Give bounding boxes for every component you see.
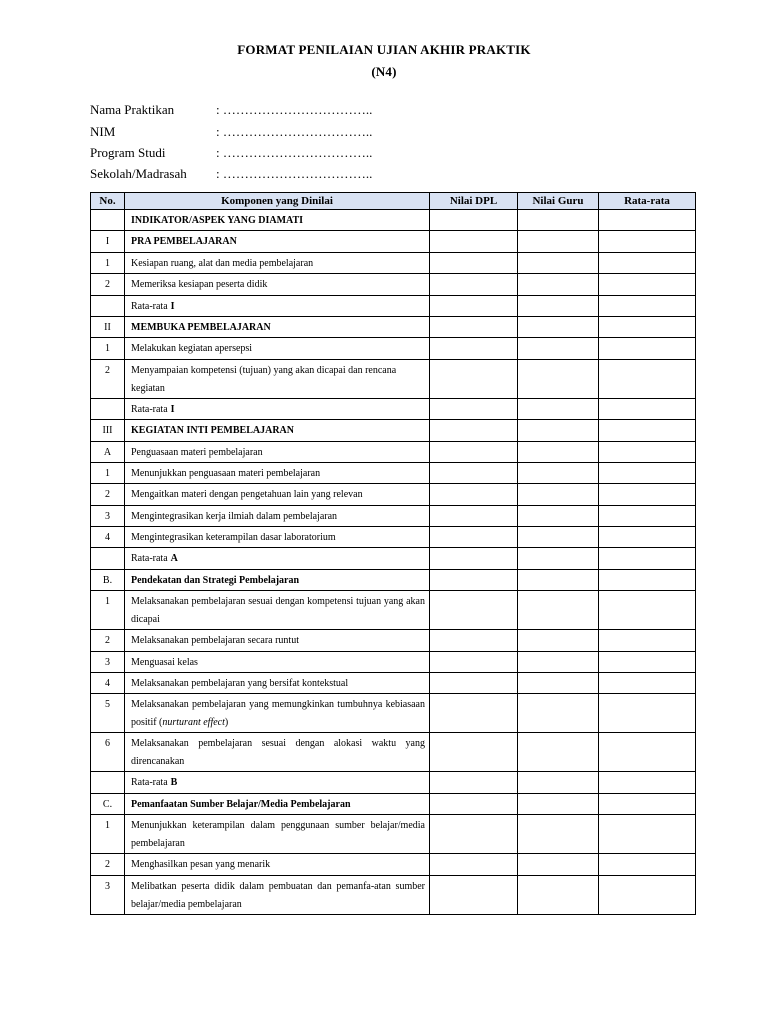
table-row [91, 359, 696, 398]
average-tag: I [170, 403, 175, 415]
component-text: Rata-rata [131, 403, 168, 415]
row-component: Memeriksa kesiapan peserta didik [125, 274, 430, 295]
score-dpl-cell[interactable] [430, 815, 518, 854]
row-number: 5 [91, 694, 125, 733]
score-average-cell[interactable] [599, 441, 696, 462]
score-guru-cell[interactable] [518, 548, 599, 569]
row-component: PRA PEMBELAJARAN [125, 231, 430, 252]
row-number: 4 [91, 527, 125, 548]
row-component: Melaksanakan pembelajaran yang bersifat kontekstual [125, 673, 430, 694]
row-component: Menunjukkan keterampilan dalam penggunaan sumber belajar/media pembelajaran [125, 815, 430, 854]
score-dpl-cell[interactable] [430, 875, 518, 914]
row-component: Menguasai kelas [125, 651, 430, 672]
header-nilai-dpl: Nilai DPL [430, 193, 518, 210]
row-component: Pendekatan dan Strategi Pembelajaran [125, 569, 430, 590]
score-guru-cell[interactable] [518, 505, 599, 526]
row-component: MEMBUKA PEMBELAJARAN [125, 316, 430, 337]
table-row-average [91, 295, 696, 316]
component-text: Rata-rata [131, 553, 168, 565]
row-component [125, 694, 430, 733]
field-value: : …………………………….. [216, 124, 373, 139]
row-number: 3 [91, 505, 125, 526]
row-number: 1 [91, 462, 125, 483]
table-row [91, 854, 696, 875]
score-guru-cell[interactable] [518, 210, 599, 231]
score-guru-cell[interactable] [518, 338, 599, 359]
score-average-cell[interactable] [599, 733, 696, 772]
form-code: (N4) [371, 64, 397, 79]
table-row [91, 651, 696, 672]
score-guru-cell[interactable] [518, 733, 599, 772]
table-row-section [91, 569, 696, 590]
score-dpl-cell[interactable] [430, 252, 518, 273]
field-label: NIM [90, 124, 116, 139]
score-average-cell[interactable] [599, 694, 696, 733]
row-component: Menunjukkan penguasaan materi pembelajaran [125, 462, 430, 483]
row-number: 2 [91, 630, 125, 651]
score-average-cell[interactable] [599, 875, 696, 914]
row-component [125, 772, 430, 793]
score-guru-cell[interactable] [518, 569, 599, 590]
table-row [91, 815, 696, 854]
row-component: Melakukan kegiatan apersepsi [125, 338, 430, 359]
row-number: 4 [91, 673, 125, 694]
row-component: Kesiapan ruang, alat dan media pembelajaran [125, 252, 430, 273]
score-average-cell[interactable] [599, 484, 696, 505]
score-dpl-cell[interactable] [430, 210, 518, 231]
table-row-section [91, 793, 696, 814]
average-tag: B [170, 777, 178, 789]
table-row [91, 630, 696, 651]
score-dpl-cell[interactable] [430, 462, 518, 483]
row-number [91, 398, 125, 419]
score-average-cell[interactable] [599, 815, 696, 854]
score-average-cell[interactable] [599, 252, 696, 273]
average-tag: I [170, 300, 175, 312]
score-average-cell[interactable] [599, 338, 696, 359]
score-guru-cell[interactable] [518, 441, 599, 462]
row-component: Mengintegrasikan keterampilan dasar laboratorium [125, 527, 430, 548]
score-average-cell[interactable] [599, 772, 696, 793]
component-italic-term: nurturant effect [162, 717, 225, 729]
row-number: 2 [91, 274, 125, 295]
score-average-cell[interactable] [599, 548, 696, 569]
row-number: 1 [91, 338, 125, 359]
score-average-cell[interactable] [599, 359, 696, 398]
score-guru-cell[interactable] [518, 398, 599, 419]
score-guru-cell[interactable] [518, 420, 599, 441]
row-number: I [91, 231, 125, 252]
row-component [125, 295, 430, 316]
score-guru-cell[interactable] [518, 527, 599, 548]
row-number: III [91, 420, 125, 441]
average-tag: A [170, 553, 178, 565]
score-dpl-cell[interactable] [430, 548, 518, 569]
score-dpl-cell[interactable] [430, 359, 518, 398]
score-average-cell[interactable] [599, 505, 696, 526]
table-row [91, 527, 696, 548]
table-row [91, 441, 696, 462]
row-number: II [91, 316, 125, 337]
field-label: Program Studi [90, 145, 166, 160]
score-average-cell[interactable] [599, 316, 696, 337]
score-dpl-cell[interactable] [430, 231, 518, 252]
score-guru-cell[interactable] [518, 252, 599, 273]
row-number: 2 [91, 484, 125, 505]
table-body [91, 210, 696, 915]
row-number [91, 295, 125, 316]
row-number: 6 [91, 733, 125, 772]
score-average-cell[interactable] [599, 274, 696, 295]
score-dpl-cell[interactable] [430, 505, 518, 526]
score-average-cell[interactable] [599, 569, 696, 590]
header-no: No. [91, 193, 125, 210]
score-average-cell[interactable] [599, 462, 696, 483]
row-number: C. [91, 793, 125, 814]
score-guru-cell[interactable] [518, 359, 599, 398]
table-row-section [91, 231, 696, 252]
score-dpl-cell[interactable] [430, 484, 518, 505]
row-component [125, 548, 430, 569]
score-guru-cell[interactable] [518, 295, 599, 316]
table-header-row [91, 193, 696, 210]
score-guru-cell[interactable] [518, 793, 599, 814]
row-number: 2 [91, 359, 125, 398]
row-component: Penguasaan materi pembelajaran [125, 441, 430, 462]
header-rata-rata: Rata-rata [599, 193, 696, 210]
row-number: 3 [91, 875, 125, 914]
score-guru-cell[interactable] [518, 694, 599, 733]
score-dpl-cell[interactable] [430, 274, 518, 295]
row-component: Pemanfaatan Sumber Belajar/Media Pembelajaran [125, 793, 430, 814]
table-row-average [91, 548, 696, 569]
form-title: FORMAT PENILAIAN UJIAN AKHIR PRAKTIK [237, 42, 531, 57]
field-value: : …………………………….. [216, 102, 373, 117]
score-guru-cell[interactable] [518, 815, 599, 854]
field-label: Sekolah/Madrasah [90, 166, 187, 181]
component-text: Rata-rata [131, 300, 168, 312]
score-dpl-cell[interactable] [430, 295, 518, 316]
score-dpl-cell[interactable] [430, 527, 518, 548]
score-dpl-cell[interactable] [430, 398, 518, 419]
row-component [125, 398, 430, 419]
row-number: 1 [91, 815, 125, 854]
component-text: Melaksanakan pembelajaran yang memungkinkan tumbuhnya kebiasaan positif ( [131, 699, 425, 729]
table-row-average [91, 398, 696, 419]
table-row [91, 338, 696, 359]
score-dpl-cell[interactable] [430, 651, 518, 672]
row-component: Melaksanakan pembelajaran secara runtut [125, 630, 430, 651]
score-guru-cell[interactable] [518, 651, 599, 672]
component-text: Rata-rata [131, 777, 168, 789]
score-average-cell[interactable] [599, 295, 696, 316]
table-row [91, 694, 696, 733]
table-row-average [91, 772, 696, 793]
row-component: Mengintegrasikan kerja ilmiah dalam pembelajaran [125, 505, 430, 526]
score-dpl-cell[interactable] [430, 316, 518, 337]
row-component: Menghasilkan pesan yang menarik [125, 854, 430, 875]
component-text-tail: ) [224, 717, 229, 729]
row-component: KEGIATAN INTI PEMBELAJARAN [125, 420, 430, 441]
score-average-cell[interactable] [599, 398, 696, 419]
score-guru-cell[interactable] [518, 673, 599, 694]
score-dpl-cell[interactable] [430, 630, 518, 651]
table-row [91, 505, 696, 526]
row-number: 1 [91, 591, 125, 630]
score-guru-cell[interactable] [518, 875, 599, 914]
score-dpl-cell[interactable] [430, 772, 518, 793]
table-row-section [91, 316, 696, 337]
score-dpl-cell[interactable] [430, 338, 518, 359]
table-row [91, 484, 696, 505]
row-number [91, 548, 125, 569]
row-component: Mengaitkan materi dengan pengetahuan lain yang relevan [125, 484, 430, 505]
table-row [91, 733, 696, 772]
score-average-cell[interactable] [599, 527, 696, 548]
score-average-cell[interactable] [599, 651, 696, 672]
score-dpl-cell[interactable] [430, 420, 518, 441]
row-component: Menyampaian kompetensi (tujuan) yang akan dicapai dan rencana kegiatan [125, 359, 430, 398]
table-row [91, 875, 696, 914]
header-komponen: Komponen yang Dinilai [125, 193, 430, 210]
score-dpl-cell[interactable] [430, 591, 518, 630]
score-dpl-cell[interactable] [430, 733, 518, 772]
score-guru-cell[interactable] [518, 274, 599, 295]
score-guru-cell[interactable] [518, 231, 599, 252]
row-number: 3 [91, 651, 125, 672]
row-component: Melibatkan peserta didik dalam pembuatan dan pemanfa-atan sumber belajar/media pembelajaran [125, 875, 430, 914]
table-row [91, 274, 696, 295]
assessment-table [90, 192, 696, 915]
field-value: : …………………………….. [216, 145, 373, 160]
row-component: INDIKATOR/ASPEK YANG DIAMATI [125, 210, 430, 231]
score-dpl-cell[interactable] [430, 694, 518, 733]
score-dpl-cell[interactable] [430, 673, 518, 694]
header-nilai-guru: Nilai Guru [518, 193, 599, 210]
field-label: Nama Praktikan [90, 102, 175, 117]
table-row-section [91, 420, 696, 441]
row-component: Melaksanakan pembelajaran sesuai dengan kompetensi tujuan yang akan dicapai [125, 591, 430, 630]
row-number: A [91, 441, 125, 462]
score-guru-cell[interactable] [518, 462, 599, 483]
score-average-cell[interactable] [599, 793, 696, 814]
score-dpl-cell[interactable] [430, 854, 518, 875]
row-number [91, 210, 125, 231]
row-component: Melaksanakan pembelajaran sesuai dengan alokasi waktu yang direncanakan [125, 733, 430, 772]
table-row-section [91, 210, 696, 231]
field-value: : …………………………….. [216, 166, 373, 181]
row-number [91, 772, 125, 793]
score-dpl-cell[interactable] [430, 793, 518, 814]
score-average-cell[interactable] [599, 210, 696, 231]
score-guru-cell[interactable] [518, 591, 599, 630]
row-number: 1 [91, 252, 125, 273]
score-average-cell[interactable] [599, 231, 696, 252]
score-average-cell[interactable] [599, 673, 696, 694]
table-row [91, 462, 696, 483]
score-guru-cell[interactable] [518, 854, 599, 875]
score-average-cell[interactable] [599, 591, 696, 630]
score-dpl-cell[interactable] [430, 441, 518, 462]
row-number: B. [91, 569, 125, 590]
score-average-cell[interactable] [599, 854, 696, 875]
score-average-cell[interactable] [599, 630, 696, 651]
row-number: 2 [91, 854, 125, 875]
score-guru-cell[interactable] [518, 772, 599, 793]
score-dpl-cell[interactable] [430, 569, 518, 590]
score-guru-cell[interactable] [518, 316, 599, 337]
score-average-cell[interactable] [599, 420, 696, 441]
table-row [91, 673, 696, 694]
table-row [91, 591, 696, 630]
score-guru-cell[interactable] [518, 484, 599, 505]
score-guru-cell[interactable] [518, 630, 599, 651]
table-row [91, 252, 696, 273]
